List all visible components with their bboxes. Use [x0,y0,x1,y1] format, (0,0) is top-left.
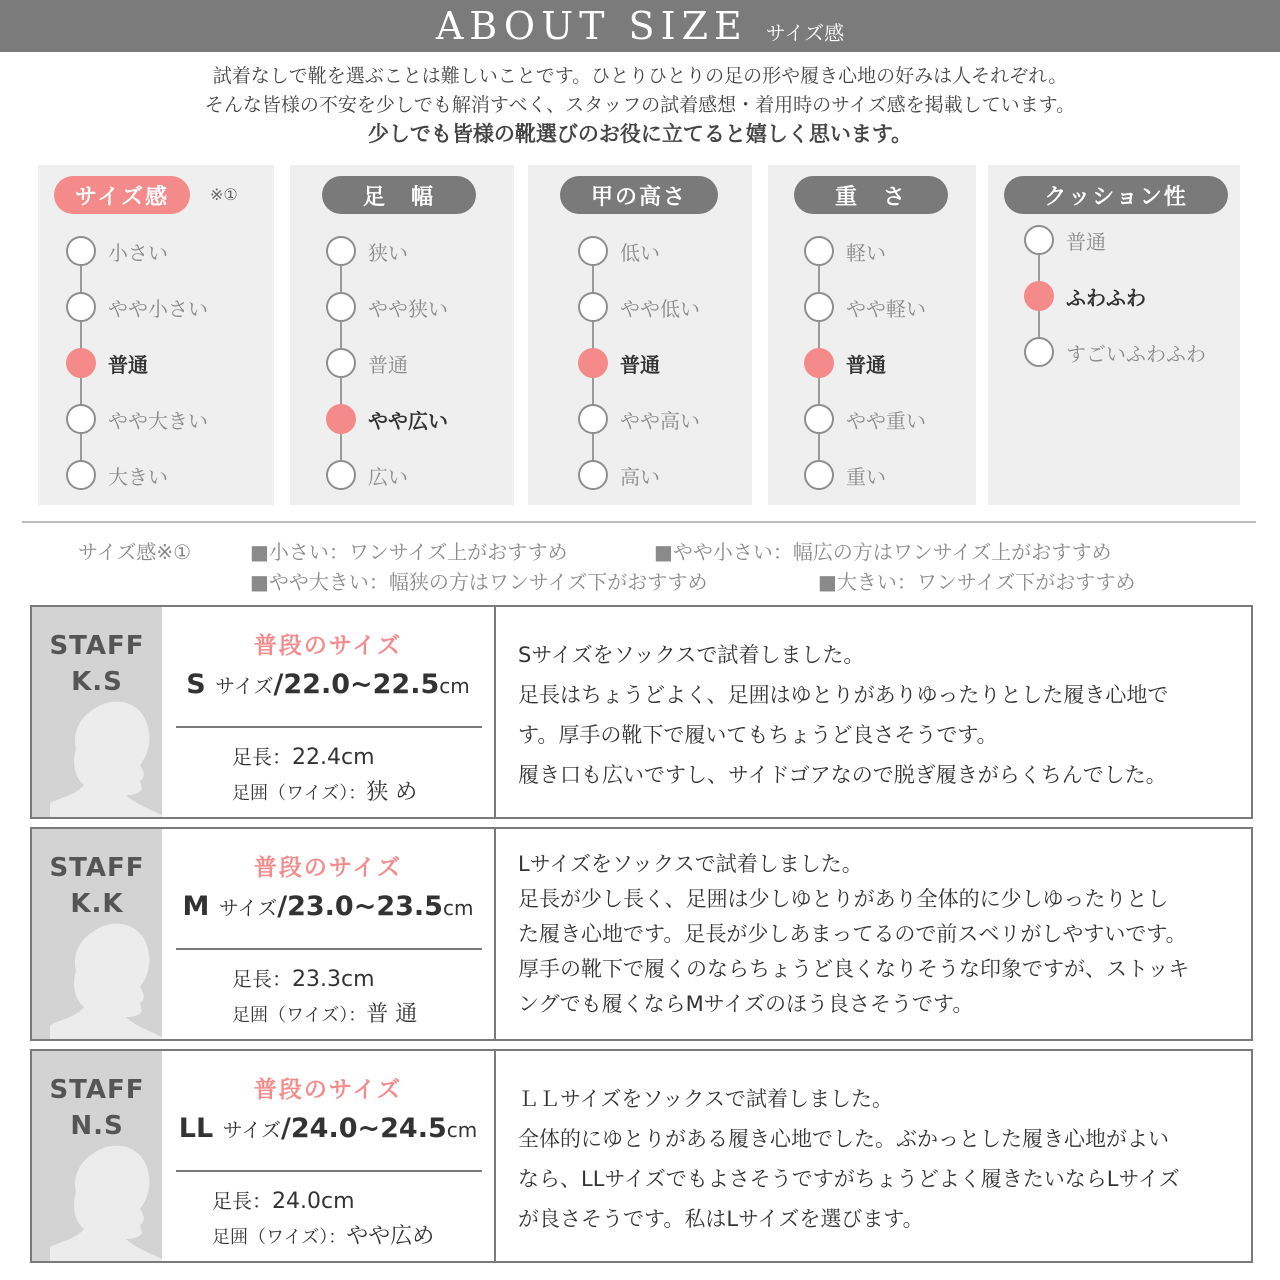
empty-dot-icon [804,460,834,490]
foot-girth-value: やや広め [346,1224,435,1249]
empty-dot-icon [578,236,608,266]
column-divider [494,607,496,817]
staff-review-box [30,827,1253,1041]
foot-length [212,1185,355,1214]
foot-girth [232,997,417,1028]
scale-option-label: 高い [620,464,660,489]
foot-girth [232,775,417,806]
scale-option [66,404,208,434]
scale-title: 甲の高さ [560,176,718,214]
staff-review-box [30,1049,1253,1263]
empty-dot-icon [578,404,608,434]
scale-option [326,292,448,322]
scale-option-label: 狭い [368,240,408,265]
selected-dot-icon [578,348,608,378]
scale-option-label: やや広い [368,408,448,433]
foot-girth-label: 足囲（ワイズ）： [232,783,367,804]
staff-sidebar [32,1051,162,1261]
scale-option-label: やや狭い [368,296,448,321]
empty-dot-icon [804,236,834,266]
foot-length-value: 22.4cm [292,745,375,770]
scale-option [804,404,926,434]
scale-option-label: やや軽い [846,296,926,321]
legend-item: ■大きい：ワンサイズ下がおすすめ [818,570,1136,594]
scale-option [326,460,408,490]
scale-option-label: 普通 [108,352,148,377]
person-silhouette-icon [50,691,162,817]
selected-dot-icon [804,348,834,378]
divider [22,521,1256,523]
scale-option-label: 普通 [620,352,660,377]
legend-item: ■やや大きい：幅狭の方はワンサイズ下がおすすめ [250,570,708,594]
usual-size-value [162,891,494,922]
column-divider [494,829,496,1039]
staff-sidebar [32,607,162,817]
scale-option [804,236,886,266]
foot-length-label: 足長： [232,745,292,769]
empty-dot-icon [578,460,608,490]
empty-dot-icon [1024,337,1054,367]
empty-dot-icon [66,404,96,434]
size-word: サイズ [222,1118,282,1142]
size-info [162,829,494,1039]
scale-option [326,236,408,266]
scale-note: ※① [210,185,238,204]
foot-girth-value: 普 通 [366,1002,418,1027]
comment-line: 全体的にゆとりがある履き心地でした。ぶかっとした履き心地がよい [518,1127,1169,1151]
size-letter: M [182,891,210,922]
staff-initials: K.K [70,889,124,919]
person-silhouette-icon [50,913,162,1039]
scale-panel [290,165,514,505]
scale-option [804,292,926,322]
scale-option-label: すごいふわふわ [1066,341,1206,366]
selected-dot-icon [66,348,96,378]
scale-option-label: 小さい [108,240,168,265]
staff-comment [518,1079,1248,1239]
comment-line: Lサイズをソックスで試着しました。 [518,852,863,876]
comment-line: Sサイズをソックスで試着しました。 [518,643,865,667]
size-unit: cm [446,1118,478,1142]
scale-option-label: やや大きい [108,408,208,433]
comment-line: なら、LLサイズでもよさそうですがちょうどよく履きたいならLサイズ [518,1167,1180,1191]
scale-option [1024,225,1106,255]
usual-size-value [162,1113,494,1144]
empty-dot-icon [804,292,834,322]
scale-panel [38,165,274,505]
selected-dot-icon [326,404,356,434]
foot-length [232,963,375,992]
scale-option-label: やや小さい [108,296,208,321]
scale-option-label: 大きい [108,464,168,489]
header-bar [0,0,1280,52]
scale-option-label: やや低い [620,296,700,321]
foot-girth-value: 狭 め [366,780,418,805]
comment-line: が良さそうです。私はLサイズを選びます。 [518,1207,924,1231]
scale-option-label: 普通 [368,352,408,377]
intro-text [0,62,1280,149]
scale-panel [768,165,976,505]
staff-comment [518,635,1248,795]
size-divider [176,726,482,728]
size-range: /22.0~22.5 [273,669,440,700]
scale-option [578,292,700,322]
comment-line: 履き口も広いですし、サイドゴアなので脱ぎ履きがらくちんでした。 [518,763,1167,787]
scale-title: 足 幅 [322,176,476,214]
staff-label: STAFF [49,631,145,661]
staff-comment [518,847,1248,1022]
size-divider [176,948,482,950]
empty-dot-icon [66,460,96,490]
intro-line: そんな皆様の不安を少しでも解消すべく、スタッフの試着感想・着用時のサイズ感を掲載しています。 [204,94,1076,116]
scale-option [326,348,408,378]
scale-panel [528,165,752,505]
scale-option [578,460,660,490]
empty-dot-icon [326,348,356,378]
foot-girth-label: 足囲（ワイズ）： [212,1227,347,1248]
size-range: /24.0~24.5 [281,1113,447,1144]
foot-length-value: 23.3cm [292,967,375,992]
scale-option-label: やや高い [620,408,700,433]
size-info [162,1051,494,1261]
size-unit: cm [442,896,474,920]
scale-option [578,236,660,266]
usual-size-label: 普段のサイズ [253,633,403,659]
staff-sidebar [32,829,162,1039]
legend-item: ■小さい：ワンサイズ上がおすすめ [250,540,568,564]
size-word: サイズ [215,674,274,698]
scale-option-label: ふわふわ [1066,285,1146,310]
column-divider [494,1051,496,1261]
usual-size-label: 普段のサイズ [253,855,403,881]
scale-title: サイズ感 [54,176,190,214]
empty-dot-icon [578,292,608,322]
empty-dot-icon [66,292,96,322]
foot-length [232,741,375,770]
staff-review-box [30,605,1253,819]
intro-line: 試着なしで靴を選ぶことは難しいことです。ひとりひとりの足の形や履き心地の好みは人それぞれ。 [212,65,1068,87]
staff-initials: K.S [71,667,123,697]
empty-dot-icon [1024,225,1054,255]
comment-line: ＬＬサイズをソックスで試着しました。 [518,1087,894,1111]
size-letter: LL [178,1113,214,1144]
comment-line: す。厚手の靴下で履いてもちょうど良さそうです。 [518,723,998,747]
comment-line: 足長はちょうどよく、足囲はゆとりがありゆったりとした履き心地で [518,683,1169,707]
size-divider [176,1170,482,1172]
intro-line: 少しでも皆様の靴選びのお役に立てると嬉しく思います。 [367,122,913,146]
staff-initials: N.S [70,1111,124,1141]
scale-option [1024,337,1206,367]
scale-title: 重 さ [794,176,948,214]
scale-option-label: やや重い [846,408,926,433]
scale-option [1024,281,1146,311]
foot-girth [212,1219,434,1250]
scale-option-label: 低い [620,240,660,265]
foot-length-label: 足長： [232,967,292,991]
scale-option-label: 広い [368,464,408,489]
size-range: /23.0~23.5 [277,891,443,922]
comment-line: ングでも履くならMサイズのほう良さそうです。 [518,992,974,1016]
person-silhouette-icon [50,1135,162,1261]
scale-option [326,404,448,434]
foot-length-value: 24.0cm [272,1189,355,1214]
size-word: サイズ [218,896,278,920]
legend-title: サイズ感※① [78,540,192,564]
scale-option [66,348,148,378]
empty-dot-icon [66,236,96,266]
scale-option [804,348,886,378]
scale-option [66,460,168,490]
legend-item: ■やや小さい：幅広の方はワンサイズ上がおすすめ [654,540,1112,564]
page-subtitle: サイズ感 [765,20,845,45]
scale-option-label: 普通 [846,352,886,377]
selected-dot-icon [1024,281,1054,311]
scale-option [578,348,660,378]
foot-length-label: 足長： [212,1189,272,1213]
foot-girth-label: 足囲（ワイズ）： [232,1005,367,1026]
scale-option [66,292,208,322]
empty-dot-icon [326,236,356,266]
size-unit: cm [439,674,470,698]
scale-option-label: 重い [846,464,886,489]
scale-panel [988,165,1240,505]
comment-line: 厚手の靴下で履くのならちょうど良くなりそうな印象ですが、ストッキ [518,957,1190,981]
staff-label: STAFF [49,853,145,883]
page-title: ABOUT SIZE [435,4,748,48]
empty-dot-icon [804,404,834,434]
empty-dot-icon [326,460,356,490]
size-letter: S [186,669,206,700]
scale-title: クッション性 [1004,176,1228,214]
usual-size-value [162,669,494,700]
staff-label: STAFF [49,1075,145,1105]
empty-dot-icon [326,292,356,322]
scale-option-label: 軽い [846,240,886,265]
scale-option [66,236,168,266]
size-info [162,607,494,817]
scale-option-label: 普通 [1066,229,1106,254]
comment-line: た履き心地です。足長が少しあまってるので前スベリがしやすいです。 [518,922,1187,946]
scale-option [804,460,886,490]
usual-size-label: 普段のサイズ [253,1077,403,1103]
scale-option [578,404,700,434]
comment-line: 足長が少し長く、足囲は少しゆとりがあり全体的に少しゆったりとし [518,887,1169,911]
